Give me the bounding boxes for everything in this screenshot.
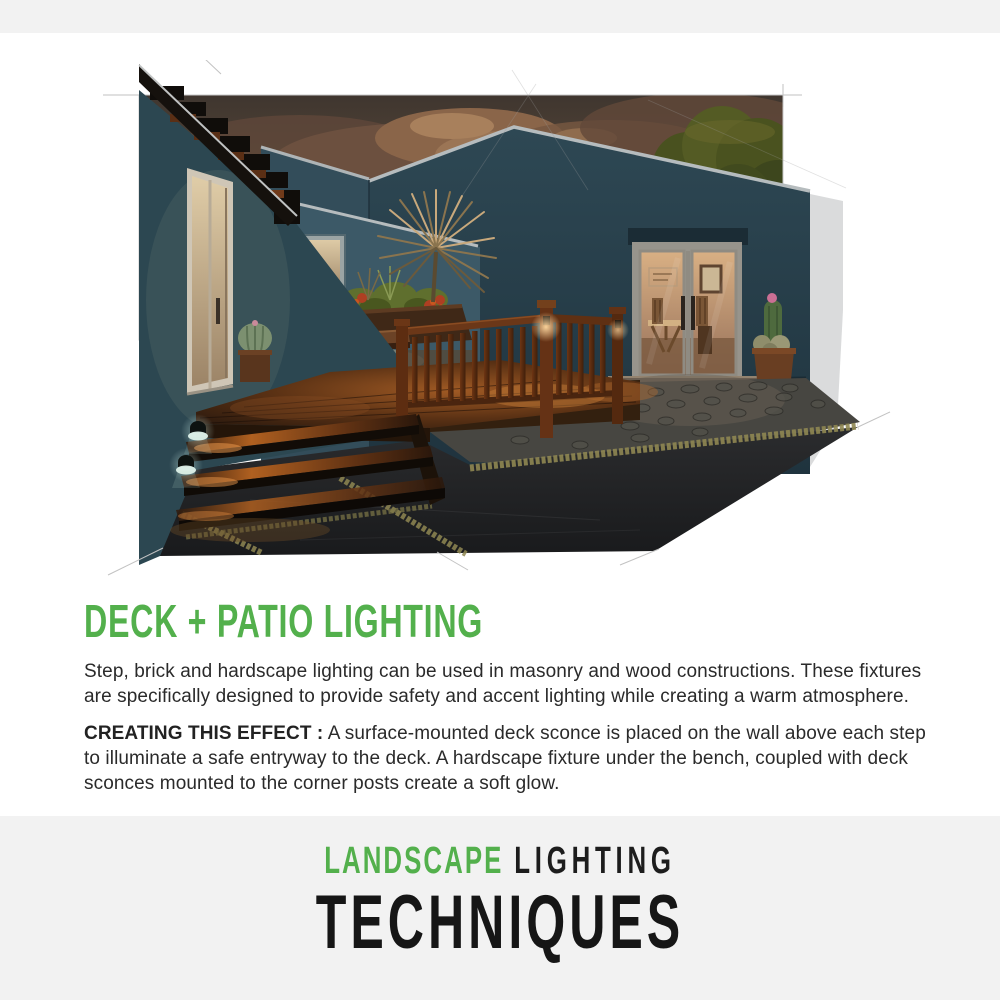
entry-door-left [187, 168, 233, 394]
round-cactus [238, 320, 272, 382]
effect-paragraph [84, 721, 932, 796]
effect-label: CREATING THIS EFFECT : [84, 723, 324, 744]
effect-text: A surface-mounted deck sconce is placed on the wall above each step to illuminate a safe entryway to the deck. A hardscape fixture under the bench, coupled with deck sconces mounted to the corner posts create a soft glow. [84, 723, 926, 794]
intro-paragraph: Step, brick and hardscape lighting can be used in masonry and wood constructions. These fixtures are specifically designed to provide safety and accent lighting while creating a warm atmosphere. [84, 661, 922, 707]
deck-patio-night-render [0, 60, 1000, 600]
brand-word-lighting: LIGHTING [514, 840, 676, 882]
door-handle [691, 296, 695, 330]
brand-word-landscape: LANDSCAPE [324, 840, 504, 882]
door-handle [681, 296, 685, 330]
hero-illustration [0, 60, 1000, 600]
footer-band [0, 816, 1000, 1000]
footer-title: TECHNIQUES [315, 880, 685, 965]
brand-line [160, 842, 840, 880]
text-section [84, 595, 932, 796]
section-title: DECK + PATIO LIGHTING [84, 595, 484, 647]
top-margin-band [0, 0, 1000, 33]
